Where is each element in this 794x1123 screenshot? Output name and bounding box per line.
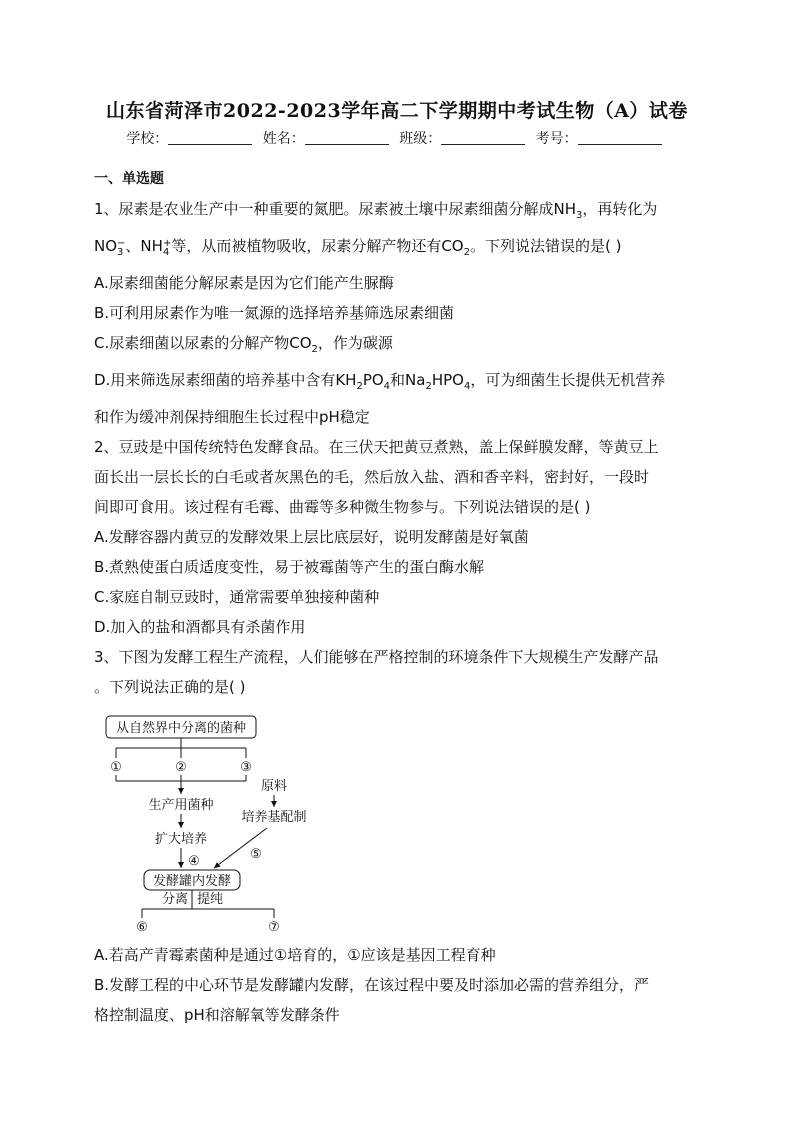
- q2-stem-line1: 2、豆豉是中国传统特色发酵食品。在三伏天把黄豆煮熟，盖上保鲜膜发酵，等黄豆上: [94, 438, 659, 456]
- q2-option-b[interactable]: B.煮熟使蛋白质适度变性，易于被霉菌等产生的蛋白酶水解: [94, 558, 485, 576]
- top-box-label: 从自然界中分离的菌种: [115, 721, 247, 736]
- q3-option-b-cont: 格控制温度、pH和溶解氧等发酵条件: [94, 1006, 340, 1024]
- circle-7: ⑦: [268, 920, 280, 935]
- name-label: 姓名：: [262, 131, 305, 147]
- q1-text: 。下列说法错误的是( ): [470, 237, 622, 255]
- circle-6: ⑥: [136, 920, 148, 935]
- q1-sup: −: [117, 238, 126, 249]
- q1-sub: 4: [162, 247, 170, 258]
- q1-d-text: 和Na: [390, 371, 426, 389]
- q1-c-text: C.尿素细菌以尿素的分解产物CO: [94, 334, 312, 352]
- q1-text: ，再转化为: [582, 200, 658, 218]
- name-blank[interactable]: [305, 130, 389, 145]
- q1-c-text: ，作为碳源: [317, 334, 393, 352]
- q1-text: NO: [94, 237, 118, 255]
- questions: [94, 164, 706, 1030]
- q1-d-text: PO: [362, 371, 384, 389]
- student-info-line: [0, 128, 794, 148]
- q2-option-a[interactable]: A.发酵容器内黄豆的发酵效果上层比底层好，说明发酵菌是好氧菌: [94, 528, 529, 546]
- exam-no-blank[interactable]: [578, 130, 662, 145]
- raw-material-label: 原料: [260, 779, 288, 794]
- q1-d-text: D.用来筛选尿素细菌的培养基中含有KH: [94, 371, 357, 389]
- q2-stem-line3: 间即可食用。该过程有毛霉、曲霉等多种微生物参与。下列说法错误的是( ): [94, 498, 591, 516]
- page-title: 山东省菏泽市2022-2023学年高二下学期期中考试生物（A）试卷: [106, 100, 688, 122]
- q1-text: 1、尿素是农业生产中一种重要的氮肥。尿素被土壤中尿素细菌分解成NH: [94, 200, 577, 218]
- q2-option-d[interactable]: D.加入的盐和酒都具有杀菌作用: [94, 618, 306, 636]
- q1-sub: 3: [117, 247, 124, 258]
- flow-diagram-svg: [102, 708, 332, 936]
- q1-d-sub: 2: [356, 381, 363, 392]
- q1-text: 等，从而被植物吸收，尿素分解产物还有CO: [171, 237, 464, 255]
- q1-text: 、NH: [125, 237, 163, 255]
- question-3: [94, 642, 706, 1030]
- class-label: 班级：: [399, 131, 442, 147]
- question-1: [94, 194, 706, 432]
- q1-option-d[interactable]: [94, 365, 706, 402]
- q2-stem-line2: 面长出一层长长的白毛或者灰黑色的毛，然后放入盐、酒和香辛料，密封好，一段时: [94, 468, 650, 486]
- q3-stem-line2: 。下列说法正确的是( ): [94, 678, 246, 696]
- circle-5: ⑤: [250, 847, 262, 862]
- separate-label: 分离: [161, 892, 189, 907]
- q1-sub: 2: [463, 247, 470, 258]
- q1-sub: 3: [576, 210, 583, 221]
- school-label: 学校：: [126, 131, 169, 147]
- fermentation-box-label: 发酵罐内发酵: [152, 874, 232, 889]
- q1-stem-line1: [94, 194, 706, 231]
- circle-1: ①: [110, 760, 122, 775]
- q1-c-sub: 2: [311, 344, 318, 355]
- q1-d-sub: 2: [425, 381, 432, 392]
- purify-label: 提纯: [196, 892, 224, 907]
- expand-culture-label: 扩大培养: [154, 832, 208, 847]
- exam-no-label: 考号：: [535, 131, 578, 147]
- class-blank[interactable]: [441, 130, 525, 145]
- circle-2: ②: [175, 760, 187, 775]
- q3-option-a[interactable]: A.若高产青霉素菌种是通过①培育的，①应该是基因工程育种: [94, 946, 496, 964]
- school-blank[interactable]: [168, 130, 252, 145]
- section-heading: 一、单选题: [94, 171, 164, 187]
- q1-option-a[interactable]: A.尿素细菌能分解尿素是因为它们能产生脲酶: [94, 274, 394, 292]
- fermentation-flow-diagram: [94, 708, 706, 938]
- circle-4: ④: [188, 854, 200, 869]
- q1-option-c[interactable]: [94, 328, 706, 365]
- q1-option-d-cont: 和作为缓冲剂保持细胞生长过程中pH稳定: [94, 408, 370, 426]
- q2-option-c[interactable]: C.家庭自制豆豉时，通常需要单独接种菌种: [94, 588, 380, 606]
- q3-stem-line1: 3、下图为发酵工程生产流程，人们能够在严格控制的环境条件下大规模生产发酵产品: [94, 648, 659, 666]
- circle-3: ③: [240, 760, 252, 775]
- q3-option-b[interactable]: B.发酵工程的中心环节是发酵罐内发酵，在该过程中要及时添加必需的营养组分，严: [94, 976, 650, 994]
- q1-d-text: ，可为细菌生长提供无机营养: [470, 371, 666, 389]
- q1-d-sub: 4: [383, 381, 391, 392]
- q1-stem-line2: [94, 231, 706, 268]
- q1-d-sub: 4: [463, 381, 471, 392]
- q1-option-b[interactable]: B.可利用尿素作为唯一氮源的选择培养基筛选尿素细菌: [94, 304, 455, 322]
- q1-d-text: HPO: [431, 371, 464, 389]
- q1-sup: +: [162, 238, 172, 249]
- production-strain-label: 生产用菌种: [148, 798, 214, 813]
- medium-prep-label: 培养基配制: [241, 810, 307, 825]
- question-2: [94, 432, 706, 642]
